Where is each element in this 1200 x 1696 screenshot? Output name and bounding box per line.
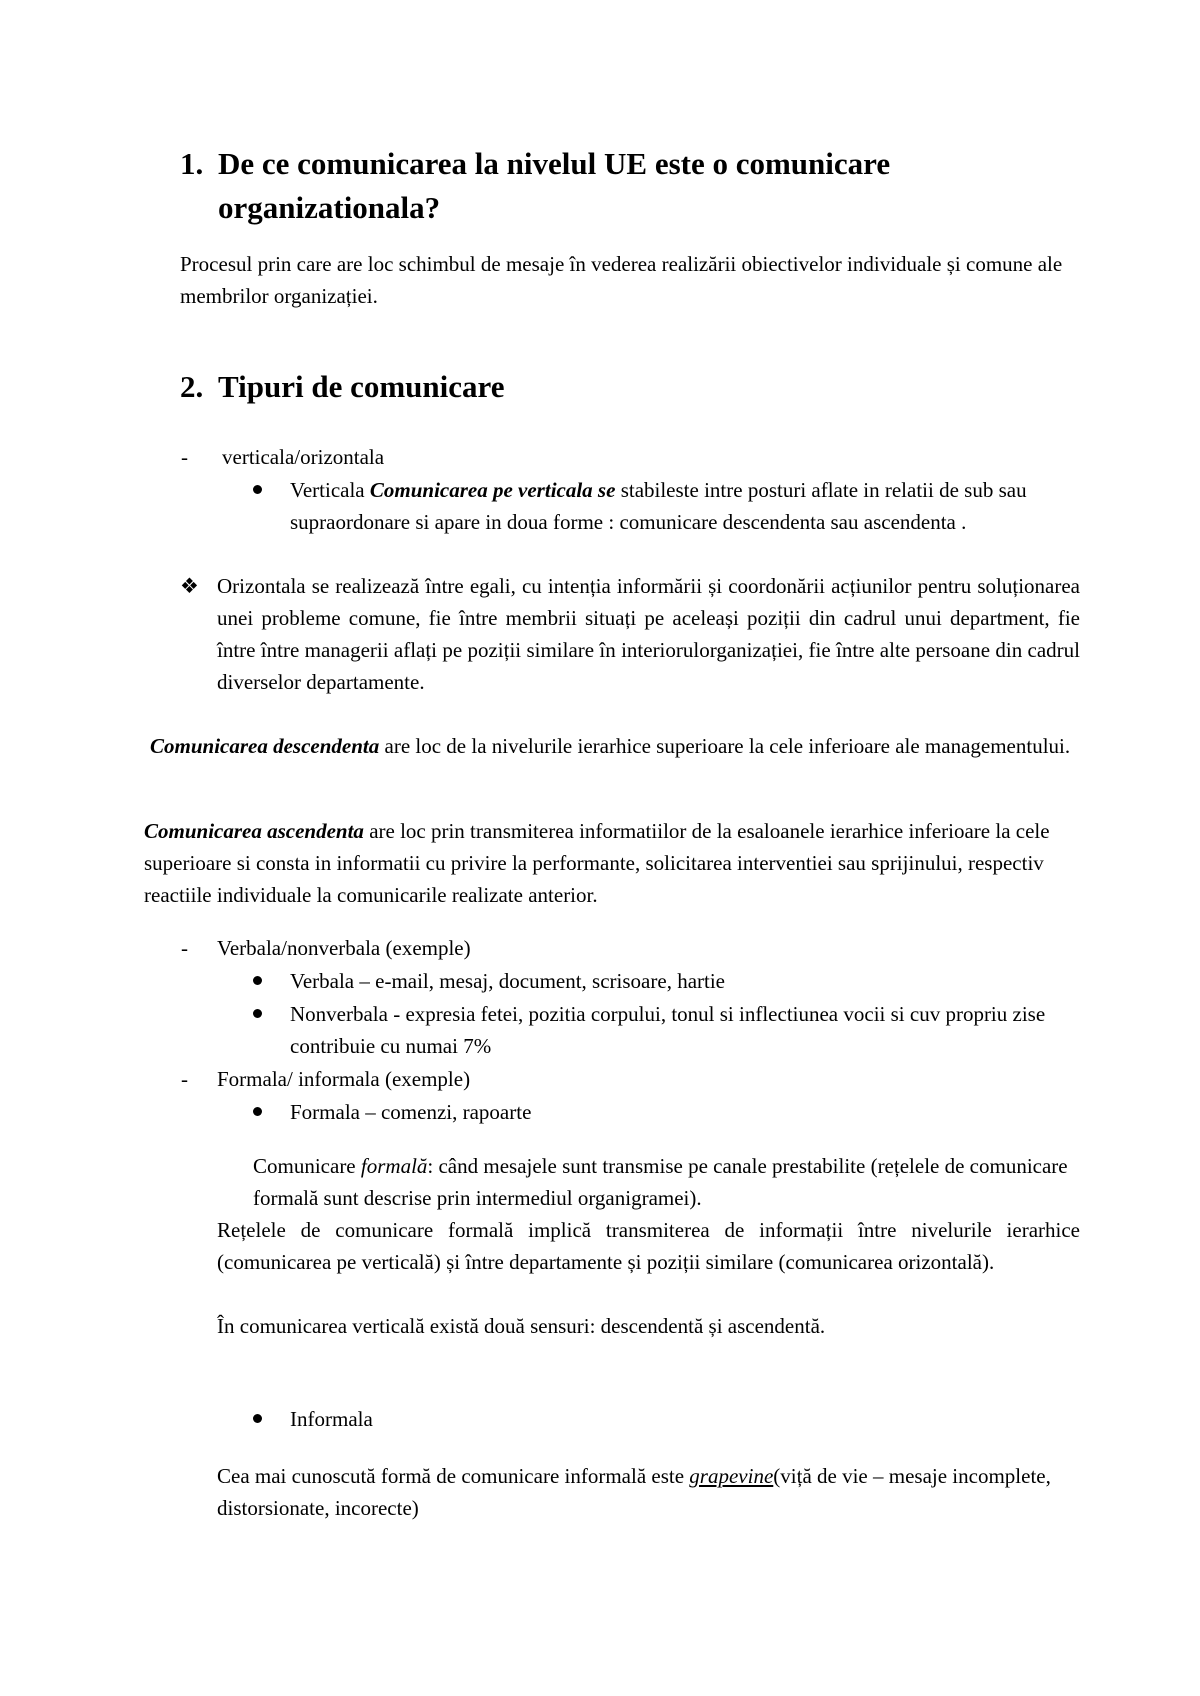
ascendenta-term: Comunicarea ascendenta xyxy=(144,819,364,843)
grapevine-term: grapevine xyxy=(689,1464,774,1488)
formal-paragraph xyxy=(253,1150,1080,1214)
bullet-icon xyxy=(253,1107,262,1116)
verticala-text: stabileste intre posturi aflate in relatii de sub sau supraordonare si apare in doua forme : comunicare descendenta sau ascendenta . xyxy=(290,478,1027,534)
dash-marker: - xyxy=(181,445,188,469)
verticala-emphasis: Comunicarea pe verticala se xyxy=(369,478,616,502)
ascendenta-paragraph xyxy=(144,815,1080,911)
section-2-title: Tipuri de comunicare xyxy=(218,369,505,404)
list-item-formala: Formala – comenzi, rapoarte xyxy=(290,1100,532,1124)
descendenta-text: are loc de la nivelurile ierarhice superioare la cele inferioare ale managementului. xyxy=(379,734,1071,758)
diamond-bullet-icon: ❖ xyxy=(180,574,199,598)
descendenta-term: Comunicarea descendenta xyxy=(150,734,380,758)
sensuri-paragraph: În comunicarea verticală există două sensuri: descendentă și ascendentă. xyxy=(217,1314,826,1338)
section-1-title: De ce comunicarea la nivelul UE este o comunicare organizationala? xyxy=(218,146,891,225)
list-item-verticala-orizontala: verticala/orizontala xyxy=(222,445,385,469)
bullet-icon xyxy=(253,1009,262,1018)
section-1-body: Procesul prin care are loc schimbul de mesaje în vederea realizării obiectivelor individuale și comune ale membrilor organizației. xyxy=(180,252,1063,308)
list-item-orizontala: Orizontala se realizează între egali, cu intenția informării și coordonării acțiunilor pentru soluționarea unei probleme comune, fie între membrii situați pe aceleași poziții din cadrul unui department, fie între între managerii aflați pe poziții similare în interiorulorganizației, fie între alte persoane din cadrul diverselor departamente. xyxy=(217,574,1080,694)
informal-paragraph xyxy=(217,1460,1080,1524)
list-item-verbala-nonverbala: Verbala/nonverbala (exemple) xyxy=(217,936,471,960)
section-2-number: 2. xyxy=(180,369,204,404)
list-item-formala-informala: Formala/ informala (exemple) xyxy=(217,1067,471,1091)
list-item-verticala xyxy=(290,474,1080,538)
section-1-heading xyxy=(180,142,1080,230)
informal-text: (viță de vie – mesaje incomplete, distorsionate, incorecte) xyxy=(217,1464,1051,1520)
bullet-icon xyxy=(253,1414,262,1423)
section-2-heading xyxy=(180,365,1080,409)
list-item-informala: Informala xyxy=(290,1407,373,1431)
formal-prefix: Comunicare xyxy=(253,1154,361,1178)
dash-marker: - xyxy=(181,936,188,960)
section-1-number: 1. xyxy=(180,146,204,181)
list-item-verbala: Verbala – e-mail, mesaj, document, scrisoare, hartie xyxy=(290,969,725,993)
formal-emphasis: formală xyxy=(360,1154,428,1178)
list-item-nonverbala: Nonverbala - expresia fetei, pozitia corpului, tonul si inflectiunea vocii si cuv propriu zise contribuie cu numai 7% xyxy=(290,1002,1046,1058)
bullet-icon xyxy=(253,976,262,985)
dash-marker: - xyxy=(181,1067,188,1091)
formal-text: : când mesajele sunt transmise pe canale prestabilite (rețelele de comunicare formală sunt descrise prin intermediul organigramei). xyxy=(253,1154,1068,1210)
descendenta-paragraph xyxy=(144,730,1080,762)
verticala-prefix: Verticala xyxy=(290,478,370,502)
retelele-paragraph: Rețelele de comunicare formală implică transmiterea de informații între nivelurile ierarhice (comunicarea pe verticală) și între departamente și poziții similare (comunicarea orizontală). xyxy=(217,1218,1080,1274)
bullet-icon xyxy=(253,485,262,494)
informal-prefix: Cea mai cunoscută formă de comunicare informală este xyxy=(217,1464,690,1488)
ascendenta-text: are loc prin transmiterea informatiilor de la esaloanele ierarhice inferioare la cele superioare si consta in informatii cu privire la performante, solicitarea interventiei sau sprijinului, respectiv reactiile individuale la comunicarile realizate anterior. xyxy=(144,819,1050,907)
